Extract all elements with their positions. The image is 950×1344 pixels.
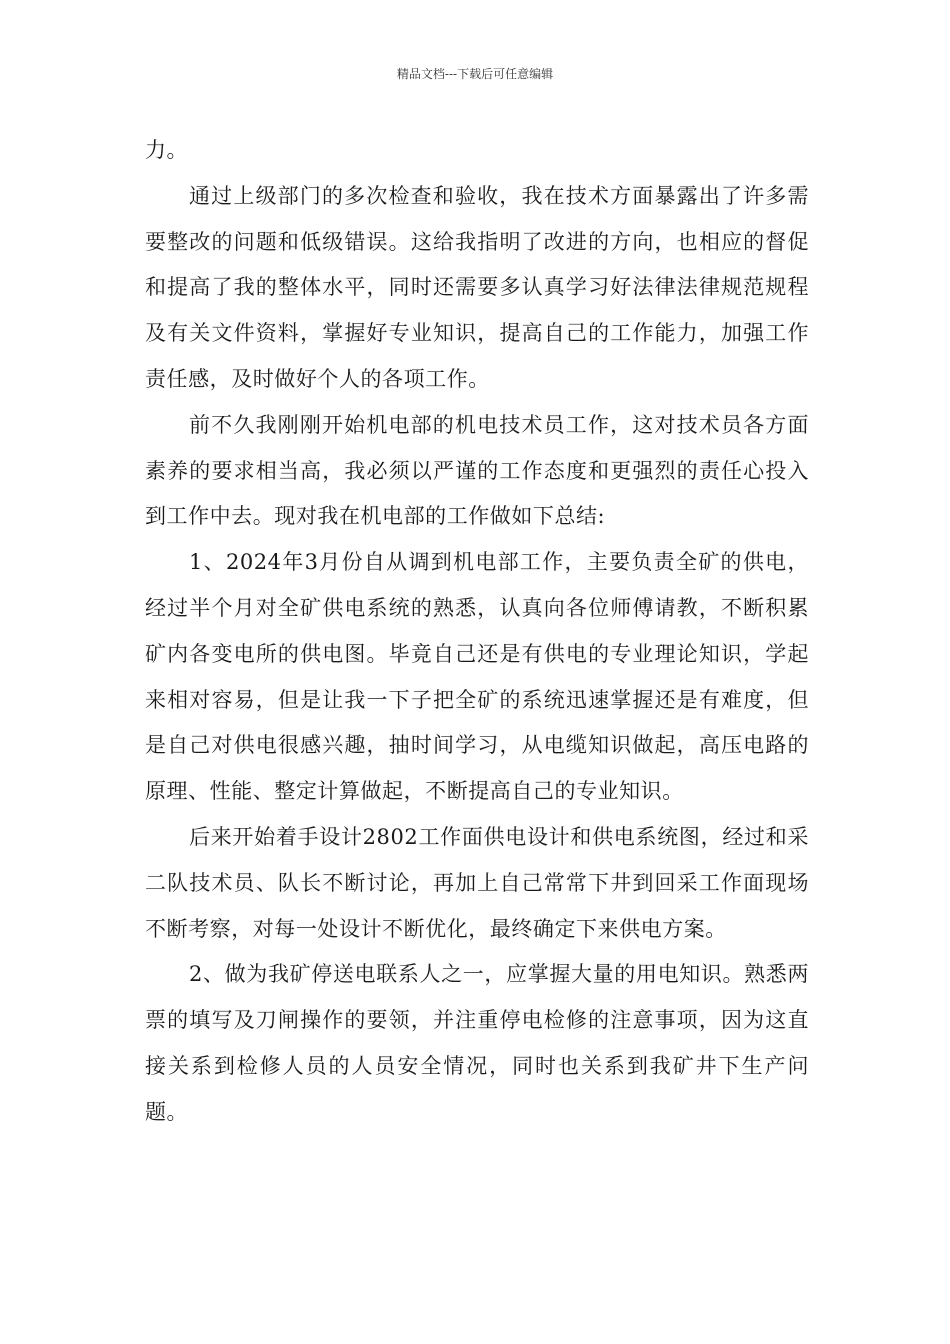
document-body [145,128,809,1136]
paragraph-design: 后来开始着手设计2802工作面供电设计和供电系统图，经过和采二队技术员、队长不断讨论，再加上自己常常下井到回采工作面现场不断考察，对每一处设计不断优化，最终确定下来供电方案。 [145,824,809,941]
page-header: 精品文档---下载后可任意编辑 [396,67,554,81]
paragraph-item-2: 2、做为我矿停送电联系人之一，应掌握大量的用电知识。熟悉两票的填写及刀闸操作的要领，并注重停电检修的注意事项，因为这直接关系到检修人员的人员安全情况，同时也关系到我矿井下生产问题。 [145,962,809,1124]
paragraph-new-role: 前不久我刚刚开始机电部的机电技术员工作，这对技术员各方面素养的要求相当高，我必须以严谨的工作态度和更强烈的责任心投入到工作中去。现对我在机电部的工作做如下总结: [145,412,809,529]
paragraph-item-1: 1、2024年3月份自从调到机电部工作，主要负责全矿的供电，经过半个月对全矿供电系统的熟悉，认真向各位师傅请教，不断积累矿内各变电所的供电图。毕竟自己还是有供电的专业理论知识，学起来相对容易，但是让我一下子把全矿的系统迅速掌握还是有难度，但是自己对供电很感兴趣，抽时间学习，从电缆知识做起，高压电路的原理、性能、整定计算做起，不断提高自己的专业知识。 [145,550,809,804]
paragraph-inspection: 通过上级部门的多次检查和验收，我在技术方面暴露出了许多需要整改的问题和低级错误。这给我指明了改进的方向，也相应的督促和提高了我的整体水平，同时还需要多认真学习好法律法律规范规程及有关文件资料，掌握好专业知识，提高自己的工作能力，加强工作责任感，及时做好个人的各项工作。 [145,183,809,391]
paragraph-continuation: 力。 [145,138,189,162]
